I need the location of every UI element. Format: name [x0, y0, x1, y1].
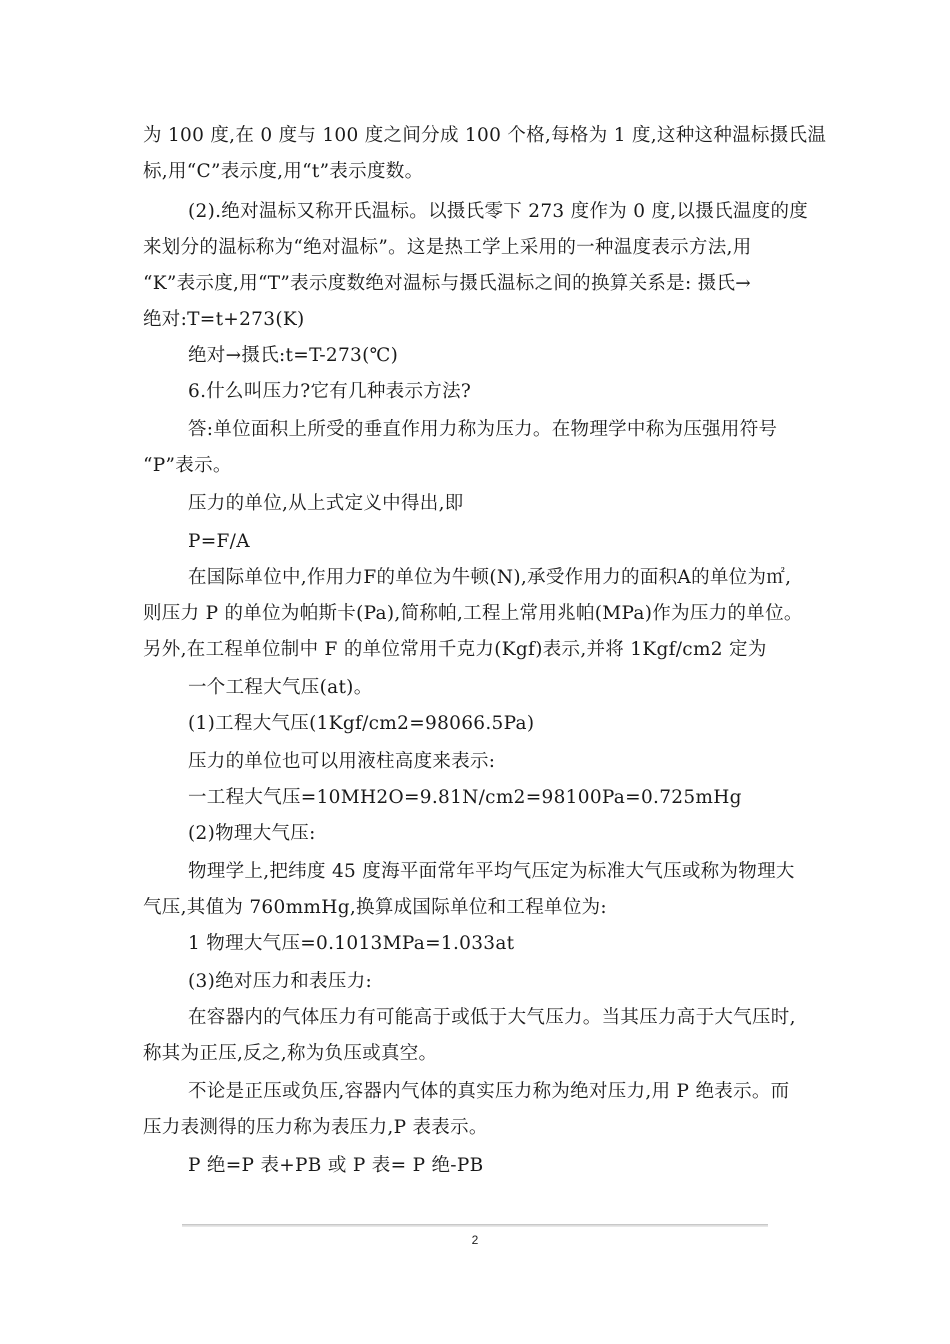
paragraph-line: 答:单位面积上所受的垂直作用力称为压力。在物理学中称为压强用符号 — [188, 419, 778, 440]
paragraph-line: 压力的单位也可以用液柱高度来表示: — [188, 751, 496, 772]
formula-line: 绝对→摄氏:t=T-273(℃) — [188, 345, 399, 366]
paragraph-line: “K”表示度,用“T”表示度数绝对温标与摄氏温标之间的换算关系是: 摄氏→ — [143, 273, 752, 294]
paragraph-line: 为 100 度,在 0 度与 100 度之间分成 100 个格,每格为 1 度,这种这种温标摄氏温 — [143, 125, 827, 146]
paragraph-line: 物理学上,把纬度 45 度海平面常年平均气压定为标准大气压或称为物理大 — [188, 861, 795, 882]
paragraph-line: 则压力 P 的单位为帕斯卡(Pa),简称帕,工程上常用兆帕(MPa)作为压力的单位。 — [143, 603, 803, 624]
paragraph-line: 来划分的温标称为“绝对温标”。这是热工学上采用的一种温度表示方法,用 — [143, 237, 752, 258]
paragraph-line: 另外,在工程单位制中 F 的单位常用千克力(Kgf)表示,并将 1Kgf/cm2 定为 — [143, 639, 767, 660]
paragraph-line: (2).绝对温标又称开氏温标。以摄氏零下 273 度作为 0 度,以摄氏温度的度 — [188, 201, 809, 222]
paragraph-line: 一个工程大气压(at)。 — [188, 677, 373, 698]
page-number: 2 — [471, 1233, 479, 1247]
paragraph-line: 在国际单位中,作用力F的单位为牛顿(N),承受作用力的面积A的单位为㎡, — [188, 567, 792, 588]
paragraph-line: 称其为正压,反之,称为负压或真空。 — [143, 1043, 438, 1064]
paragraph-line: 压力表测得的压力称为表压力,P 表表示。 — [143, 1117, 488, 1138]
paragraph-line: 在容器内的气体压力有可能高于或低于大气压力。当其压力高于大气压时, — [188, 1007, 796, 1028]
formula-line: P 绝=P 表+PB 或 P 表= P 绝-PB — [188, 1155, 484, 1176]
paragraph-line: 气压,其值为 760mmHg,换算成国际单位和工程单位为: — [143, 897, 607, 918]
paragraph-line: 标,用“C”表示度,用“t”表示度数。 — [143, 161, 424, 182]
formula-line: 一工程大气压=10MH2O=9.81N/cm2=98100Pa=0.725mHg — [188, 787, 742, 808]
question-heading: 6.什么叫压力?它有几种表示方法? — [188, 381, 472, 402]
paragraph-line: (3)绝对压力和表压力: — [188, 971, 373, 992]
formula-line: 1 物理大气压=0.1013MPa=1.033at — [188, 933, 515, 954]
paragraph-line: (2)物理大气压: — [188, 823, 316, 844]
paragraph-line: 不论是正压或负压,容器内气体的真实压力称为绝对压力,用 P 绝表示。而 — [188, 1081, 790, 1102]
paragraph-line: 压力的单位,从上式定义中得出,即 — [188, 493, 464, 514]
formula-line: 绝对:T=t+273(K) — [143, 309, 305, 330]
paragraph-line: “P”表示。 — [143, 455, 232, 476]
paragraph-line: (1)工程大气压(1Kgf/cm2=98066.5Pa) — [188, 713, 535, 734]
footer-divider — [182, 1224, 768, 1227]
formula-line: P=F/A — [188, 531, 250, 552]
